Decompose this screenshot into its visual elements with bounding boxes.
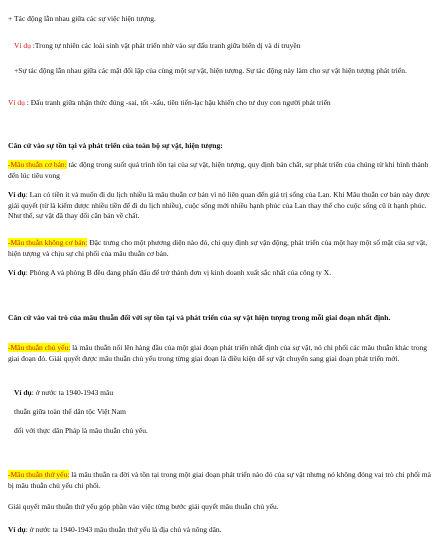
example-label: Ví dụ [14, 388, 32, 397]
example-label: Ví dụ [8, 98, 25, 107]
paragraph-example-1940 [14, 388, 431, 399]
paragraph-example-conclusion: đối với thực dân Pháp là mâu thuẫn chủ yếu. [14, 426, 148, 435]
paragraph-opposites-bullet: +Sự tác động lẫn nhau giữa các mặt đối lập của cùng một sự vật, hiện tượng. Sự tác động này làm cho sự vật hiện tượng phát triển. [14, 66, 407, 75]
paragraph-principal-contradiction [8, 343, 431, 364]
example-text: : ở nước ta 1940-1943 mâu [31, 388, 114, 397]
paragraph-example-rooms [8, 268, 431, 279]
example-text: : Đấu tranh giữa nhận thức đúng -sai, tốt -xấu, tiên tiến-lạc hậu khiến cho tư duy con người phát triển [24, 98, 331, 107]
paragraph-example-nature [14, 41, 431, 52]
heading-existence-basis: Căn cứ vào sự tồn tại và phát triển của toàn bộ sự vật, hiện tượng: [8, 141, 223, 150]
example-text: : Phòng A và phòng B đều đang phấn đấu để trở thành đơn vị kinh doanh xuất sắc nhất của công ty X. [25, 268, 332, 277]
example-text: : Lan có tiền ít và muốn đi du lịch nhiều là mâu thuẫn cơ bản vì nó liên quan đến giá trị sống của Lan. Khi Mâu thuẫn cơ bản này được giải quyết (từ là kiếm được nhiều tiền để đi du lịch nhiều), cuộc sống mới nhiều hạnh phúc của Lan thay thế cho cuộc sống cũ ít hạnh phúc. Như thế, sự vật đã thay đổi căn bản về chất. [8, 190, 431, 220]
example-text: : ở nước ta 1940-1943 mâu thuẫn thứ yếu là địa chủ và nông dân. [25, 525, 222, 534]
paragraph-example-landlord [8, 525, 431, 536]
paragraph-example-thinking [8, 98, 431, 109]
example-label: Ví dụ [8, 268, 26, 277]
example-label: Ví dụ [14, 41, 31, 50]
highlight-term: -Mâu thuẫn không cơ bản: [8, 238, 88, 247]
paragraph-example-continuation: thuẫn giữa toàn thể dân tộc Việt Nam [14, 407, 126, 416]
paragraph-text: là mâu thuẫn ra đời và tồn tại trong một giai đoạn phát triển nào đó của sự vật nhưng nó không đóng vai trò chi phối mà bị mâu thuẫn chủ yếu chi phối. [8, 470, 431, 490]
paragraph-non-basic-contradiction [8, 238, 431, 259]
highlight-term: -Mâu thuẫn cơ bản: [8, 160, 67, 169]
paragraph-secondary-resolution: Giải quyết mâu thuẫn thứ yếu góp phần vào việc từng bước giải quyết mâu thuẫn chủ yếu. [8, 502, 279, 511]
paragraph-text: tác động trong suốt quá trình tồn tại của sự vật, hiện tượng, quy định bản chất, sự phát triển của chúng từ khi hình thành đến lúc tiêu vong [8, 160, 429, 180]
example-label: Ví dụ [8, 190, 26, 199]
paragraph-secondary-contradiction [8, 470, 431, 491]
paragraph-text: Đặc trưng cho một phương diện nào đó, chỉ quy định sự vận động, phát triển của một hay một số mặt của sự vật, hiện tượng và chịu sự chi phối của mâu thuẫn cơ bản. [8, 238, 428, 258]
highlight-term: -Mâu thuẫn chủ yếu: [8, 343, 71, 352]
paragraph-interaction-bullet: + Tác động lẫn nhau giữa các sự việc hiện tượng. [8, 14, 156, 23]
paragraph-basic-contradiction [8, 160, 431, 181]
example-text: :Trong tự nhiên các loài sinh vật phát triển nhờ vào sự đấu tranh giữa biến dị và di truyền [30, 41, 301, 50]
heading-role-basis: Căn cứ vào vai trò của mâu thuẫn đối với sự tồn tại và phát triển của sự vật hiện tượng trong mỗi giai đoạn nhất định. [8, 313, 391, 322]
paragraph-text: là mâu thuẫn nổi lên hàng đầu của một giai đoạn phát triển nhất định của sự vật, nó chi phối các mâu thuẫn khác trong giai đoạn đó. Giải quyết được mâu thuẫn chủ yếu trong từng giai đoạn là điều kiện để sự vật chuyển sang giai đoạn phát triển mới. [8, 343, 427, 363]
example-label: Ví dụ [8, 525, 26, 534]
paragraph-example-lan [8, 190, 431, 222]
highlight-term: -Mâu thuẫn thứ yếu: [8, 470, 70, 479]
